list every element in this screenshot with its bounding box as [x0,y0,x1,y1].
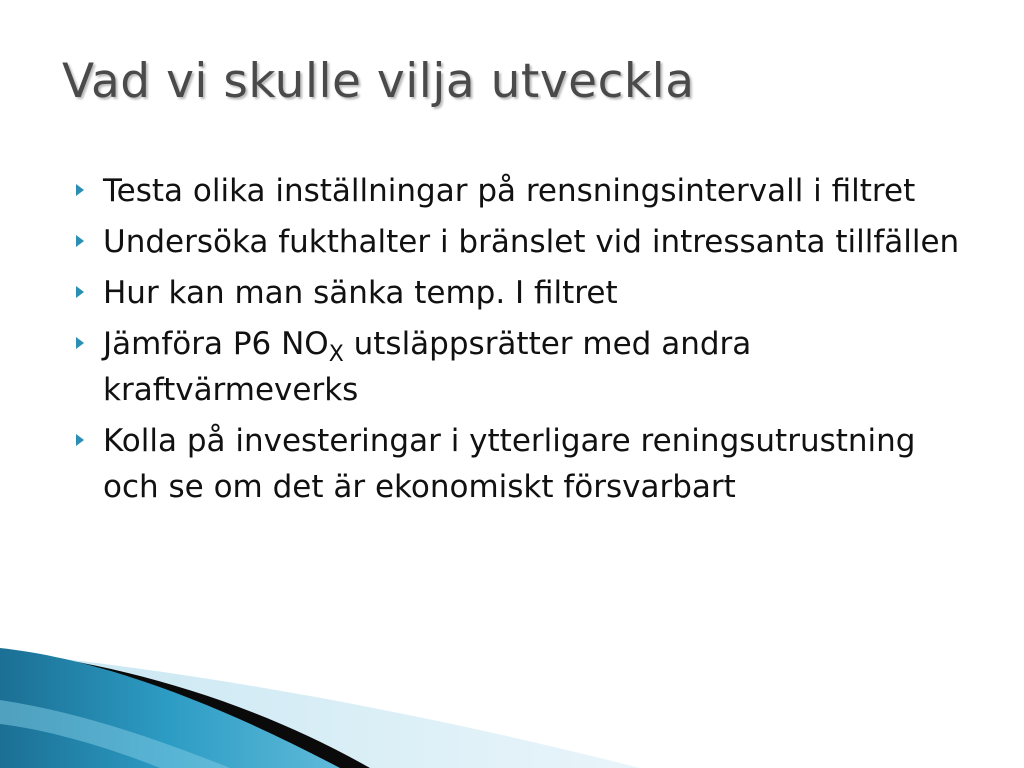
bullet-list [74,168,974,515]
bullet-text: Kolla på investeringar i ytterligare reningsutrustning och se om det är ekonomiskt försvarbart [103,423,916,505]
bullet-item [74,219,974,265]
bullet-item [74,418,974,510]
bullet-item [74,270,974,316]
right-triangle-icon [76,184,84,196]
nox-subscript: X [328,342,344,367]
right-triangle-icon [76,337,84,349]
bullet-text-before: Jämföra P6 NO [103,326,329,362]
bullet-item [74,168,974,214]
right-triangle-icon [76,286,84,298]
right-triangle-icon [76,235,84,247]
right-triangle-icon [76,434,84,446]
bullet-text: Testa olika inställningar på rensningsintervall i filtret [103,173,916,209]
bullet-item [74,321,974,413]
bullet-text: Undersöka fukthalter i bränslet vid intressanta tillfällen [103,224,960,260]
slide-title: Vad vi skulle vilja utveckla [62,54,695,109]
bullet-text: Hur kan man sänka temp. I filtret [103,275,618,311]
bullet-text-after: utsläppsrätter med andra kraftvärmeverks [103,326,752,408]
